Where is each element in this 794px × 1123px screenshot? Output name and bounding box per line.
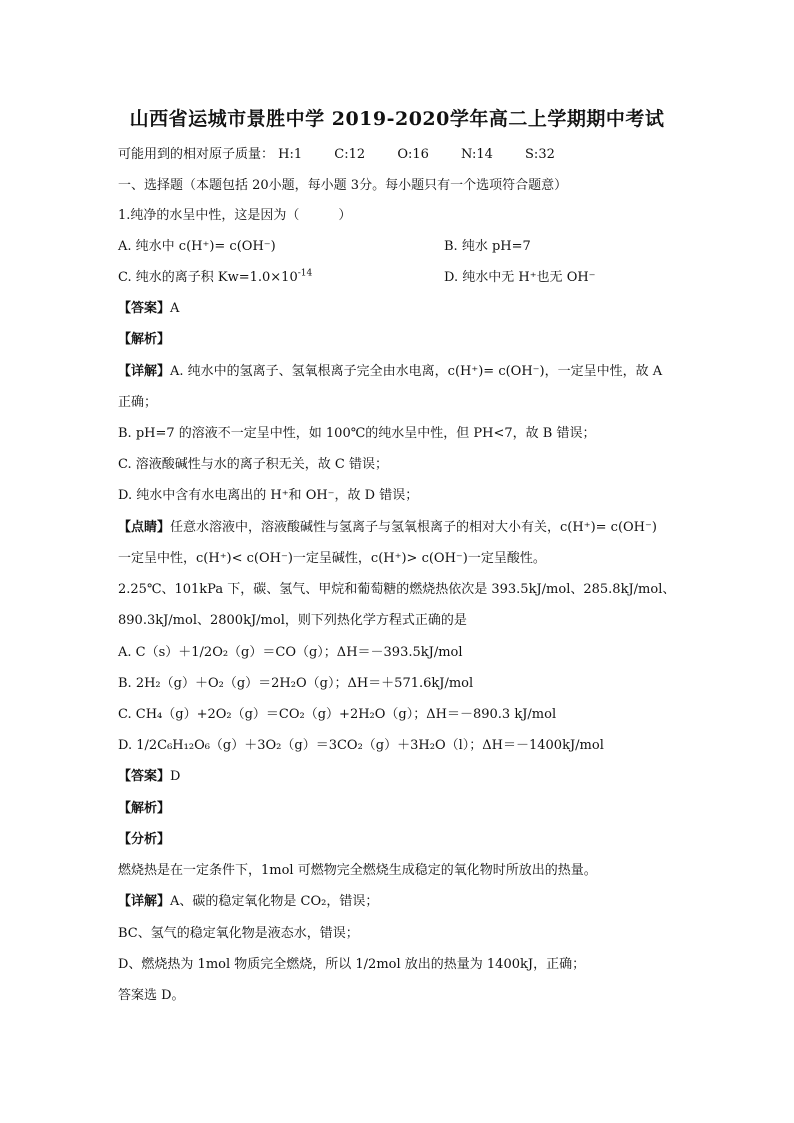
q2-detail-text-1: A、碳的稳定氧化物是 CO₂，错误； — [170, 894, 379, 909]
q1-detail-line-4: C. 溶液酸碱性与水的离子积无关，故 C 错误； — [118, 457, 388, 472]
q1-comment-line-1 — [118, 519, 657, 537]
q2-answer-label: 【答案】 — [118, 769, 171, 784]
q1-answer-value: A — [170, 301, 180, 316]
atomic-mass-c: C:12 — [334, 147, 366, 162]
q2-option-a: A. C（s）＋1/2O₂（g）＝CO（g）；ΔH＝－393.5kJ/mol — [118, 645, 463, 660]
q2-answer — [118, 768, 180, 786]
atomic-mass-o: O:16 — [397, 147, 429, 162]
q1-option-d: D. 纯水中无 H⁺也无 OH⁻ — [444, 270, 596, 285]
q1-answer-label: 【答案】 — [118, 301, 171, 316]
q1-option-a: A. 纯水中 c(H⁺)= c(OH⁻) — [118, 239, 276, 254]
q1-detail-line-3: B. pH=7 的溶液不一定呈中性，如 100℃的纯水呈中性，但 PH<7，故 B 错误； — [118, 426, 596, 441]
q1-option-b: B. 纯水 pH=7 — [444, 239, 531, 254]
atomic-masses-label: 可能用到的相对原子质量： — [118, 147, 275, 162]
q1-detail-line-5: D. 纯水中含有水电离出的 H⁺和 OH⁻，故 D 错误； — [118, 488, 419, 503]
q1-stem: 1.纯净的水呈中性，这是因为（ ） — [118, 208, 352, 223]
q2-detail-line-4: 答案选 D。 — [118, 988, 185, 1003]
q2-fenxi-text: 燃烧热是在一定条件下，1mol 可燃物完全燃烧生成稳定的氧化物时所放出的热量。 — [118, 863, 597, 878]
atomic-mass-s: S:32 — [525, 147, 555, 162]
q1-detail-text-1: A. 纯水中的氢离子、氢氧根离子完全由水电离，c(H⁺)= c(OH⁻)，一定呈中性，故 A — [170, 364, 663, 379]
q1-comment-line-2: 一定呈中性，c(H⁺)< c(OH⁻)一定呈碱性，c(H⁺)> c(OH⁻)一定呈酸性。 — [118, 551, 546, 566]
q1-comment-text-1: 任意水溶液中，溶液酸碱性与氢离子与氢氧根离子的相对大小有关，c(H⁺)= c(OH⁻) — [170, 520, 657, 535]
q2-detail-line-1 — [118, 893, 378, 911]
q2-stem-line-2: 890.3kJ/mol、2800kJ/mol，则下列热化学方程式正确的是 — [118, 613, 467, 628]
q2-detail-line-3: D、燃烧热为 1mol 物质完全燃烧，所以 1/2mol 放出的热量为 1400kJ，正确； — [118, 957, 586, 972]
atomic-mass-n: N:14 — [461, 147, 493, 162]
atomic-mass-h: H:1 — [278, 147, 303, 162]
section-header: 一、选择题（本题包括 20小题，每小题 3分。每小题只有一个选项符合题意） — [118, 178, 568, 193]
q1-option-c-exponent: -14 — [297, 268, 313, 279]
q1-detail-line-2: 正确； — [118, 395, 158, 410]
q2-option-d: D. 1/2C₆H₁₂O₆（g）＋3O₂（g）＝3CO₂（g）＋3H₂O（l）；ΔH＝－1400kJ/mol — [118, 738, 604, 753]
page-title: 山西省运城市景胜中学 2019-2020学年高二上学期期中考试 — [129, 108, 665, 130]
q2-detail-line-2: BC、氢气的稳定氧化物是液态水，错误； — [118, 926, 359, 941]
q2-answer-value: D — [170, 769, 181, 784]
q1-analysis-label: 【解析】 — [118, 332, 171, 347]
q1-option-c — [118, 269, 312, 287]
q2-option-b: B. 2H₂（g）＋O₂（g）＝2H₂O（g）；ΔH＝＋571.6kJ/mol — [118, 676, 474, 691]
q1-option-c-text: C. 纯水的离子积 Kw=1.0×10 — [118, 270, 298, 285]
q2-analysis-label: 【解析】 — [118, 801, 171, 816]
q2-stem-line-1: 2.25℃、101kPa 下，碳、氢气、甲烷和葡萄糖的燃烧热依次是 393.5kJ/mol、285.8kJ/mol、 — [118, 582, 676, 597]
q2-fenxi-label: 【分析】 — [118, 832, 171, 847]
q2-option-c: C. CH₄（g）+2O₂（g）＝CO₂（g）+2H₂O（g）；ΔH＝－890.3 kJ/mol — [118, 707, 557, 722]
q1-comment-label: 【点睛】 — [118, 520, 171, 535]
q1-answer — [118, 300, 179, 318]
atomic-masses-line — [118, 146, 555, 164]
q1-detail-label: 【详解】 — [118, 364, 171, 379]
q2-detail-label: 【详解】 — [118, 894, 171, 909]
q1-detail-line-1 — [118, 363, 662, 381]
